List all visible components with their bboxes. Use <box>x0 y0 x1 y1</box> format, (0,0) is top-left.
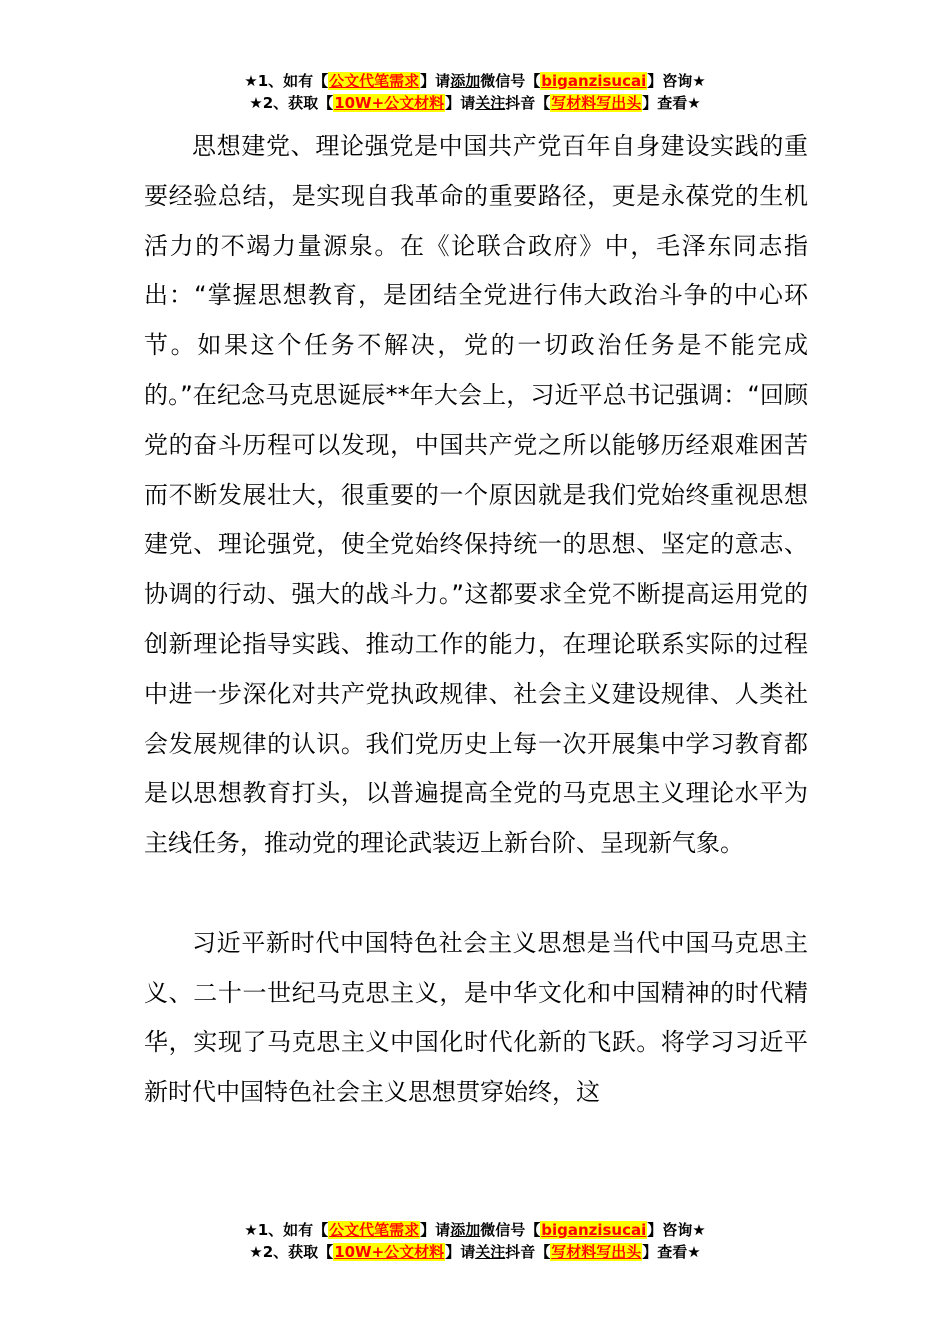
footer-line-2-mid1: 】请 <box>445 1243 476 1261</box>
banner-line-1-mid2: 微信号【 <box>480 72 541 90</box>
banner-line-1 <box>0 70 950 92</box>
footer-highlight-service: 公文代笔需求 <box>329 1221 420 1239</box>
banner-line-2-suffix: 】查看★ <box>642 94 701 112</box>
banner-line-2-prefix: ★2、获取【 <box>249 94 334 112</box>
banner-line-1-prefix: ★1、如有【 <box>244 72 329 90</box>
footer-line-2-prefix: ★2、获取【 <box>249 1243 334 1261</box>
footer-line-1-underlined: 添加 <box>450 1221 481 1239</box>
banner-line-1-mid1: 】请 <box>420 72 451 90</box>
banner-line-2 <box>0 92 950 114</box>
footer-line-1-mid2: 微信号【 <box>480 1221 541 1239</box>
banner-highlight-service: 公文代笔需求 <box>329 72 420 90</box>
paragraph-1: 思想建党、理论强党是中国共产党百年自身建设实践的重要经验总结，是实现自我革命的重要路径，更是永葆党的生机活力的不竭力量源泉。在《论联合政府》中，毛泽东同志指出：“掌握思想教育，是团结全党进行伟大政治斗争的中心环节。如果这个任务不解决，党的一切政治任务是不能完成的。”在纪念马克思诞辰**年大会上，习近平总书记强调：“回顾党的奋斗历程可以发现，中国共产党之所以能够历经艰难困苦而不断发展壮大，很重要的一个原因就是我们党始终重视思想建党、理论强党，使全党始终保持统一的思想、坚定的意志、协调的行动、强大的战斗力。”这都要求全党不断提高运用党的创新理论指导实践、推动工作的能力，在理论联系实际的过程中进一步深化对共产党执政规律、社会主义建设规律、人类社会发展规律的认识。我们党历史上每一次开展集中学习教育都是以思想教育打头，以普遍提高全党的马克思主义理论水平为主线任务，推动党的理论武装迈上新台阶、呈现新气象。 <box>144 132 808 858</box>
footer-highlight-materials: 10W+公文材料 <box>334 1243 445 1261</box>
banner-line-1-suffix: 】咨询★ <box>647 72 706 90</box>
banner-line-2-mid2: 抖音【 <box>505 94 551 112</box>
banner-line-2-mid1: 】请 <box>445 94 476 112</box>
footer-line-2-mid2: 抖音【 <box>505 1243 551 1261</box>
banner-highlight-wechat: biganzisucai <box>541 72 647 90</box>
footer-line-1-mid1: 】请 <box>420 1221 451 1239</box>
header-banner <box>0 70 950 114</box>
footer-line-1-prefix: ★1、如有【 <box>244 1221 329 1239</box>
footer-line-2 <box>0 1241 950 1263</box>
footer-line-1 <box>0 1219 950 1241</box>
footer-banner <box>0 1219 950 1263</box>
footer-highlight-wechat: biganzisucai <box>541 1221 647 1239</box>
footer-line-2-suffix: 】查看★ <box>642 1243 701 1261</box>
banner-line-1-underlined: 添加 <box>450 72 481 90</box>
footer-highlight-douyin: 写材料写出头 <box>551 1243 642 1261</box>
banner-highlight-materials: 10W+公文材料 <box>334 94 445 112</box>
footer-line-1-suffix: 】咨询★ <box>647 1221 706 1239</box>
paragraph-2: 习近平新时代中国特色社会主义思想是当代中国马克思主义、二十一世纪马克思主义，是中华文化和中国精神的时代精华，实现了马克思主义中国化时代化新的飞跃。将学习习近平新时代中国特色社会主义思想贯穿始终，这 <box>144 928 808 1107</box>
footer-line-2-underlined: 关注 <box>475 1243 506 1261</box>
banner-highlight-douyin: 写材料写出头 <box>551 94 642 112</box>
document-body <box>144 122 808 1118</box>
banner-line-2-underlined: 关注 <box>475 94 506 112</box>
